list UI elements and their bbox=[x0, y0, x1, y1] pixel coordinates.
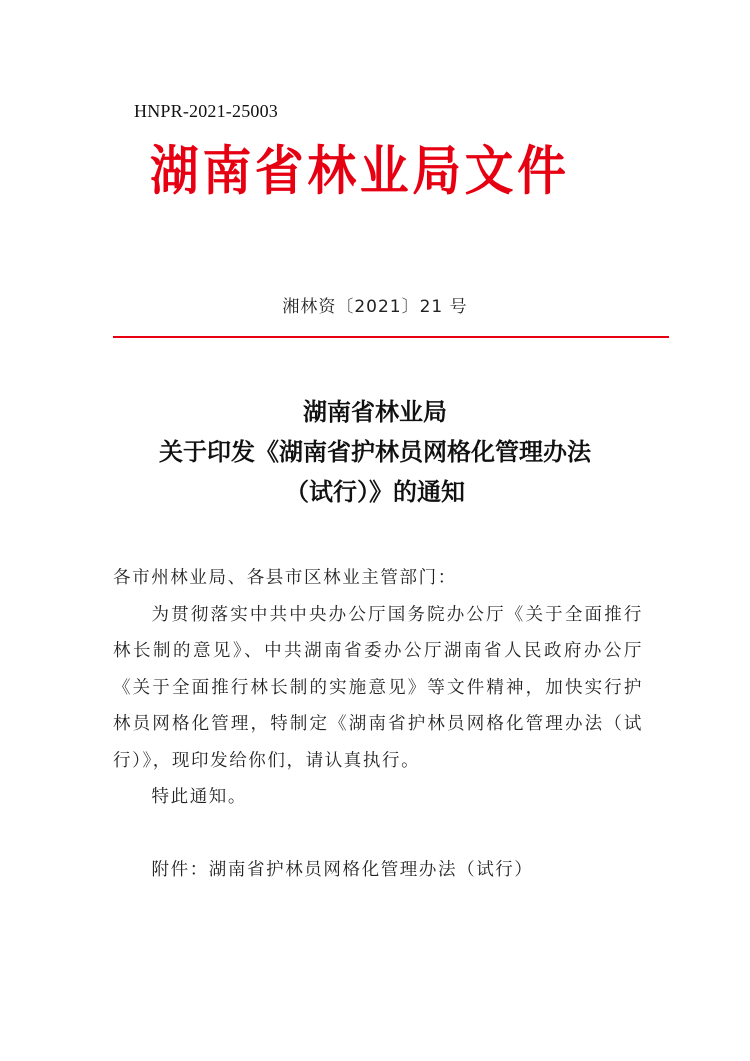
salutation: 各市州林业局、各县市区林业主管部门： bbox=[113, 568, 457, 588]
document-code: HNPR-2021-25003 bbox=[134, 101, 279, 121]
notice-title bbox=[0, 392, 750, 512]
title-line-3: （试行）》的通知 bbox=[285, 477, 465, 506]
title-line-1: 湖南省林业局 bbox=[303, 397, 447, 426]
main-paragraph: 为贯彻落实中共中央办公厅国务院办公厅《关于全面推行林长制的意见》、中共湖南省委办公厅湖南省人民政府办公厅《关于全面推行林长制的实施意见》等文件精神，加快实行护林员网格化管理，特制定《湖南省护林员网格化管理办法（试行）》，现印发给你们，请认真执行。 bbox=[113, 604, 643, 771]
red-divider-line bbox=[113, 336, 669, 338]
attachment-line: 附件：湖南省护林员网格化管理办法（试行） bbox=[151, 859, 534, 880]
document-masthead: 湖南省林业局文件 bbox=[150, 140, 570, 202]
notice-body bbox=[113, 560, 643, 888]
closing-line: 特此通知。 bbox=[151, 787, 247, 807]
title-line-2: 关于印发《湖南省护林员网格化管理办法 bbox=[159, 437, 591, 466]
document-number: 湘林资〔2021〕21 号 bbox=[282, 297, 468, 317]
spacer bbox=[113, 816, 643, 852]
